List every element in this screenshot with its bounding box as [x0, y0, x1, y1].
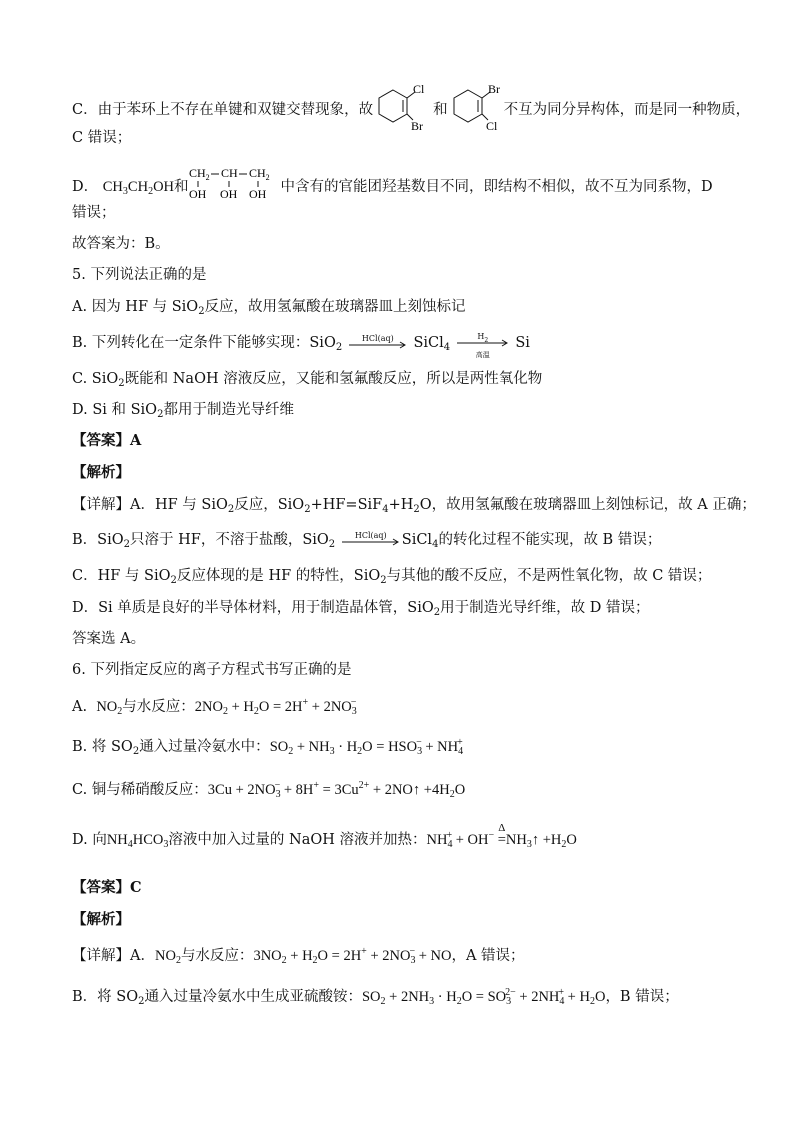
q6-option-c: C. 铜与稀硝酸反应：$3Cu + 2NO_3^- + 8H^+ = 3Cu^{2+}$ + 2NO↑ $+4H_2O$	[72, 780, 466, 800]
q5-option-b: B. 下列转化在一定条件下能够实现：SiO$_2$ HCl(aq) SiCl$_4$ $H_2$ 高温 Si	[72, 332, 530, 359]
q6-option-a: A. $NO_2$与水反应：$2NO_2 + H_2O = 2H^+ + 2NO_3^-$	[72, 697, 357, 717]
mol1-top-label: Cl	[413, 82, 425, 96]
q5-option-c: C. SiO$_2$既能和 NaOH 溶液反应，又能和氢氟酸反应，所以是两性氧化物	[72, 371, 543, 389]
d-prev-and: 和	[174, 179, 189, 195]
ethanol-formula: $CH_3CH_2OH$	[102, 179, 175, 197]
q6-explain-b: B．将 $SO_2$通入过量冷氨水中生成亚硫酸铵：$SO_2 + 2NH_3 \cdot H_2O = SO_3^{2-} + 2NH_4^+ + H_2O$，B 错误；	[72, 987, 679, 1007]
svg-text:CH: CH	[220, 166, 238, 180]
reaction-arrow-hcl-2: HCl(aq)	[340, 530, 402, 550]
svg-text:OH: OH	[248, 187, 266, 201]
d-prev-label: D．	[72, 179, 99, 195]
c-prev-post: 不互为同分异构体，而是同一种物质，	[503, 102, 751, 118]
q6-stem: 6. 下列指定反应的离子方程式书写正确的是	[72, 662, 352, 678]
glycerol-structure	[189, 165, 281, 201]
q5-stem: 5. 下列说法正确的是	[72, 267, 207, 283]
svg-text:CH2: $CH_2$	[188, 166, 210, 182]
d-prev-post: 中含有的官能团羟基数目不同，即结构不相似，故不互为同系物，D	[280, 179, 713, 195]
svg-text:OH: OH	[188, 187, 206, 201]
q6-answer: 【答案】C	[72, 879, 142, 896]
delta-symbol: Δ	[498, 822, 506, 834]
mol2-top-label: Br	[487, 82, 500, 96]
c-prev-next: C 错误；	[72, 130, 132, 146]
q5-explain-d: D．Si 单质是良好的半导体材料，用于制造晶体管，SiO$_2$用于制造光导纤维，故 D 错误；	[72, 600, 650, 618]
q6-explain-a: 【详解】A．$NO_2$与水反应：$3NO_2 + H_2O = 2H^+ + 2NO_3^-$ + NO，A 错误；	[72, 946, 525, 966]
q5-explain-c: C．HF 与 SiO$_2$反应体现的是 HF 的特性，SiO$_2$与其他的酸不反应，不是两性氧化物，故 C 错误；	[72, 568, 712, 586]
dichlorobenzene-structure-2	[448, 82, 504, 132]
c-prev-line	[72, 82, 751, 132]
q5-option-d: D. Si 和 SiO$_2$都用于制造光导纤维	[72, 402, 294, 420]
q6-option-d: D. 向$NH_4HCO_3$溶液中加入过量的 NaOH 溶液并加热：$NH_4^+ + OH^-$ Δ $=NH_3↑ +H_2O$	[72, 830, 738, 850]
mol1-bottom-label: Br	[411, 119, 424, 132]
c-prev-and: 和	[433, 102, 448, 118]
dichlorobenzene-structure-1	[373, 82, 433, 132]
d-prev-line	[72, 165, 738, 201]
q5-explain-b: B．SiO$_2$只溶于 HF，不溶于盐酸，SiO$_2$ HCl(aq) SiCl$_4$的转化过程不能实现，故 B 错误；	[72, 531, 662, 550]
reaction-arrow-h2: $H_2$ 高温	[455, 332, 511, 354]
svg-text:OH: OH	[219, 187, 237, 201]
q5-answer: 【答案】A	[72, 432, 142, 449]
q5-explain-a: 【详解】A．HF 与 SiO$_2$反应，$SiO_2+HF=SiF_4+H_2O$，故用氢氟酸在玻璃器皿上刻蚀标记，故 A 正确；	[72, 497, 756, 515]
reaction-arrow-hcl: HCl(aq)	[347, 333, 409, 353]
mol2-bottom-label: Cl	[485, 119, 497, 132]
q5-analysis: 【解析】	[72, 464, 130, 481]
c-prev-text: C．由于苯环上不存在单键和双键交替现象，故	[72, 102, 374, 118]
q6-option-b: B. 将 $SO_2$通入过量冷氨水中：$SO_2 + NH_3 \cdot H_2O = HSO_3^- + NH_4^+$	[72, 737, 464, 757]
q5-final: 答案选 A。	[72, 631, 146, 647]
q5-option-a: A. 因为 HF 与 SiO$_2$反应，故用氢氟酸在玻璃器皿上刻蚀标记	[72, 299, 466, 317]
prev-answer: 故答案为：B。	[72, 236, 170, 252]
svg-text:CH2: $CH_2$	[248, 166, 270, 182]
d-prev-next: 错误；	[72, 205, 116, 221]
q6-analysis: 【解析】	[72, 911, 130, 928]
